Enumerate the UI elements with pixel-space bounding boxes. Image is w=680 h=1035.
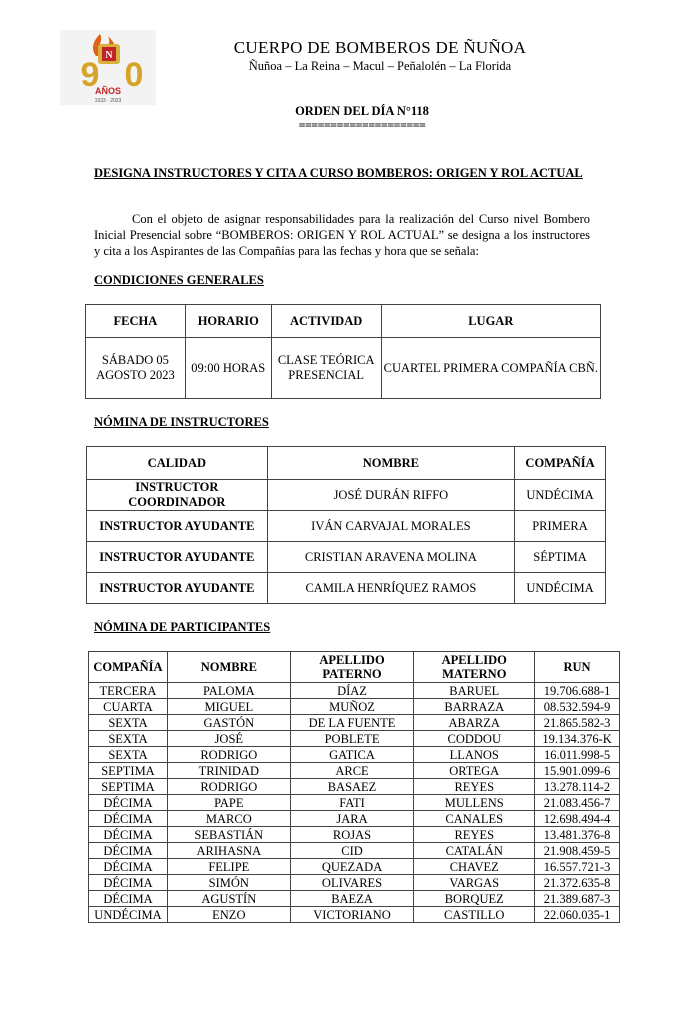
paternal-surname-cell: GATICA (290, 747, 414, 763)
maternal-surname-cell: CHAVEZ (414, 859, 535, 875)
svg-text:1933 · 2023: 1933 · 2023 (94, 98, 122, 104)
header-cell: COMPAÑÍA (89, 652, 168, 683)
header-cell: FECHA (86, 305, 186, 338)
paternal-surname-cell: DE LA FUENTE (290, 715, 414, 731)
paternal-surname-cell: ROJAS (290, 827, 414, 843)
participant-row (89, 891, 620, 907)
role-cell: INSTRUCTOR AYUDANTE (87, 573, 268, 604)
conditions-table (85, 304, 601, 399)
name-cell: IVÁN CARVAJAL MORALES (267, 511, 514, 542)
date-cell: SÁBADO 05 AGOSTO 2023 (86, 338, 186, 399)
name-cell: SIMÓN (167, 875, 290, 891)
run-cell: 19.706.688-1 (535, 683, 620, 699)
participant-row (89, 763, 620, 779)
run-cell: 13.481.376-8 (535, 827, 620, 843)
run-cell: 22.060.035-1 (535, 907, 620, 923)
conditions-header-row (86, 305, 601, 338)
participants-body (89, 683, 620, 923)
order-title: ORDEN DEL DÍA N°118 (295, 104, 429, 118)
conditions-heading: CONDICIONES GENERALES (94, 273, 264, 287)
name-cell: JOSÉ (167, 731, 290, 747)
company-cell: DÉCIMA (89, 843, 168, 859)
header-cell: NOMBRE (167, 652, 290, 683)
participants-header-row (89, 652, 620, 683)
company-cell: PRIMERA (515, 511, 606, 542)
role-cell: INSTRUCTOR COORDINADOR (87, 480, 268, 511)
maternal-surname-cell: CANALES (414, 811, 535, 827)
run-cell: 16.557.721-3 (535, 859, 620, 875)
run-cell: 21.865.582-3 (535, 715, 620, 731)
paternal-surname-cell: POBLETE (290, 731, 414, 747)
instructors-heading: NÓMINA DE INSTRUCTORES (94, 415, 269, 429)
paternal-surname-cell: BASAEZ (290, 779, 414, 795)
header-cell: CALIDAD (87, 447, 268, 480)
run-cell: 21.372.635-8 (535, 875, 620, 891)
participant-row (89, 779, 620, 795)
svg-text:AÑOS: AÑOS (94, 86, 122, 96)
company-cell: UNDÉCIMA (515, 480, 606, 511)
maternal-surname-cell: MULLENS (414, 795, 535, 811)
time-cell: 09:00 HORAS (185, 338, 271, 399)
organization-communes: Ñuñoa – La Reina – Macul – Peñalolén – La Florida (248, 59, 512, 73)
maternal-surname-cell: LLANOS (414, 747, 535, 763)
name-cell: RODRIGO (167, 747, 290, 763)
participant-row (89, 715, 620, 731)
name-cell: ARIHASNA (167, 843, 290, 859)
order-rule: ==================== (298, 118, 426, 132)
header-cell: HORARIO (185, 305, 271, 338)
company-cell: SEPTIMA (89, 779, 168, 795)
svg-text:0: 0 (124, 56, 144, 94)
paternal-surname-cell: VICTORIANO (290, 907, 414, 923)
conditions-row (86, 338, 601, 399)
paternal-surname-cell: BAEZA (290, 891, 414, 907)
company-cell: SEXTA (89, 731, 168, 747)
paternal-surname-cell: JARA (290, 811, 414, 827)
company-cell: DÉCIMA (89, 811, 168, 827)
company-cell: UNDÉCIMA (89, 907, 168, 923)
run-cell: 21.083.456-7 (535, 795, 620, 811)
participant-row (89, 907, 620, 923)
name-cell: TRINIDAD (167, 763, 290, 779)
svg-text:N: N (105, 50, 113, 61)
name-cell: PALOMA (167, 683, 290, 699)
place-cell: CUARTEL PRIMERA COMPAÑÍA CBÑ. (381, 338, 600, 399)
participant-row (89, 795, 620, 811)
participant-row (89, 859, 620, 875)
name-cell: PAPE (167, 795, 290, 811)
paternal-surname-cell: OLIVARES (290, 875, 414, 891)
header-cell: COMPAÑÍA (515, 447, 606, 480)
company-cell: SEXTA (89, 715, 168, 731)
paternal-surname-cell: ARCE (290, 763, 414, 779)
participant-row (89, 827, 620, 843)
run-cell: 21.389.687-3 (535, 891, 620, 907)
maternal-surname-cell: BARRAZA (414, 699, 535, 715)
maternal-surname-cell: CODDOU (414, 731, 535, 747)
name-cell: CRISTIAN ARAVENA MOLINA (267, 542, 514, 573)
run-cell: 12.698.494-4 (535, 811, 620, 827)
header-cell: NOMBRE (267, 447, 514, 480)
company-cell: SÉPTIMA (515, 542, 606, 573)
company-cell: SEXTA (89, 747, 168, 763)
company-cell: SEPTIMA (89, 763, 168, 779)
participants-heading: NÓMINA DE PARTICIPANTES (94, 620, 271, 634)
company-cell: TERCERA (89, 683, 168, 699)
maternal-surname-cell: BARUEL (414, 683, 535, 699)
paternal-surname-cell: QUEZADA (290, 859, 414, 875)
paternal-surname-cell: CID (290, 843, 414, 859)
name-cell: GASTÓN (167, 715, 290, 731)
instructors-table (86, 446, 606, 604)
instructor-row (87, 542, 606, 573)
maternal-surname-cell: CASTILLO (414, 907, 535, 923)
instructors-header-row (87, 447, 606, 480)
participant-row (89, 843, 620, 859)
run-cell: 08.532.594-9 (535, 699, 620, 715)
run-cell: 19.134.376-K (535, 731, 620, 747)
maternal-surname-cell: ORTEGA (414, 763, 535, 779)
name-cell: SEBASTIÁN (167, 827, 290, 843)
organization-header (0, 38, 680, 74)
header-cell: ACTIVIDAD (271, 305, 381, 338)
header-cell: APELLIDO MATERNO (414, 652, 535, 683)
company-cell: UNDÉCIMA (515, 573, 606, 604)
name-cell: CAMILA HENRÍQUEZ RAMOS (267, 573, 514, 604)
maternal-surname-cell: CATALÁN (414, 843, 535, 859)
order-header (0, 104, 680, 131)
name-cell: FELIPE (167, 859, 290, 875)
participant-row (89, 699, 620, 715)
company-cell: DÉCIMA (89, 795, 168, 811)
participant-row (89, 731, 620, 747)
run-cell: 15.901.099-6 (535, 763, 620, 779)
paternal-surname-cell: DÍAZ (290, 683, 414, 699)
svg-text:9: 9 (80, 56, 100, 94)
participant-row (89, 875, 620, 891)
participant-row (89, 811, 620, 827)
company-cell: DÉCIMA (89, 827, 168, 843)
name-cell: RODRIGO (167, 779, 290, 795)
role-cell: INSTRUCTOR AYUDANTE (87, 542, 268, 573)
role-cell: INSTRUCTOR AYUDANTE (87, 511, 268, 542)
participant-row (89, 747, 620, 763)
maternal-surname-cell: VARGAS (414, 875, 535, 891)
run-cell: 16.011.998-5 (535, 747, 620, 763)
organization-name: CUERPO DE BOMBEROS DE ÑUÑOA (233, 38, 527, 57)
header-cell: LUGAR (381, 305, 600, 338)
run-cell: 21.908.459-5 (535, 843, 620, 859)
header-cell: RUN (535, 652, 620, 683)
activity-cell: CLASE TEÓRICA PRESENCIAL (271, 338, 381, 399)
name-cell: MIGUEL (167, 699, 290, 715)
name-cell: AGUSTÍN (167, 891, 290, 907)
subject-heading: DESIGNA INSTRUCTORES Y CITA A CURSO BOMBEROS: ORIGEN Y ROL ACTUAL (94, 166, 583, 180)
maternal-surname-cell: ABARZA (414, 715, 535, 731)
name-cell: JOSÉ DURÁN RIFFO (267, 480, 514, 511)
company-cell: DÉCIMA (89, 891, 168, 907)
intro-paragraph: Con el objeto de asignar responsabilidades para la realización del Curso nivel Bombero Inicial Presencial sobre “BOMBEROS: ORIGEN Y ROL ACTUAL” se designa a los instructores y cita a los Aspirantes de las Compañías para las fechas y hora que se señala: (94, 212, 590, 258)
run-cell: 13.278.114-2 (535, 779, 620, 795)
maternal-surname-cell: REYES (414, 779, 535, 795)
company-cell: DÉCIMA (89, 875, 168, 891)
participants-table (88, 651, 620, 923)
maternal-surname-cell: REYES (414, 827, 535, 843)
header-cell: APELLIDO PATERNO (290, 652, 414, 683)
participant-row (89, 683, 620, 699)
instructor-row (87, 511, 606, 542)
instructor-row (87, 480, 606, 511)
name-cell: MARCO (167, 811, 290, 827)
paternal-surname-cell: FATI (290, 795, 414, 811)
name-cell: ENZO (167, 907, 290, 923)
maternal-surname-cell: BORQUEZ (414, 891, 535, 907)
company-cell: DÉCIMA (89, 859, 168, 875)
paternal-surname-cell: MUÑOZ (290, 699, 414, 715)
instructor-row (87, 573, 606, 604)
company-cell: CUARTA (89, 699, 168, 715)
